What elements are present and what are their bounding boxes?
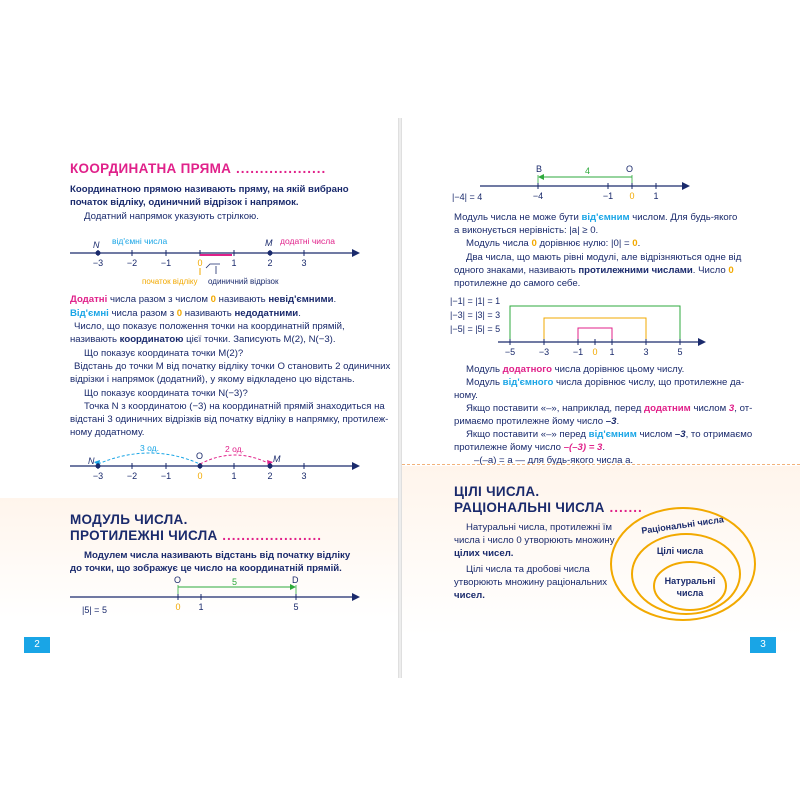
bracket-five <box>510 306 680 342</box>
natural-numbers-label-1: Натуральні <box>664 576 716 586</box>
section-title-coordinate-line: КООРДИНАТНА ПРЯМА ................... <box>70 161 327 176</box>
tick-label: 3 <box>643 347 649 357</box>
point-N-label: N <box>93 240 100 250</box>
unit-segment-label: одиничний відрізок <box>208 277 279 286</box>
opposite-def-line-2: одного знаками, називають протилежними числами. Число 0 <box>454 265 734 276</box>
modulus-nonnegative-line-1: Модуль числа не може бути від'ємним числом. Для будь-якого <box>454 212 738 223</box>
number-line-5 <box>448 292 708 358</box>
integers-def-line-1: Натуральні числа, протилежні їм <box>466 522 613 533</box>
tick-label: 3 <box>301 471 307 481</box>
tick-label: 0 <box>629 191 635 201</box>
tick-label: 3 <box>301 258 307 268</box>
coordinate-def-line-2: називають координатою цієї точки. Записують M(2), N(−3). <box>70 334 336 345</box>
point-O-label-3: O <box>174 575 182 585</box>
minus-negative-line-1: Якщо поставити «–» перед від'ємним числом –3, то отримаємо <box>466 429 753 440</box>
integers-def-line-2: числа і число 0 утворюють множину <box>454 535 615 546</box>
tick-label: 0 <box>197 471 203 481</box>
integers-def-line-3: цілих чисел. <box>454 548 514 559</box>
minus-negative-line-2: протилежне йому число –(–3) = 3. <box>454 442 606 453</box>
distance-label-4: 4 <box>585 166 591 176</box>
tick-label: 1 <box>231 258 237 268</box>
abs-minus-four-label: |−4| = 4 <box>452 192 483 202</box>
modulus-def-line-1: Модулем числа називають відстань від початку відліку <box>84 550 351 561</box>
rationals-def-line-2: утворюють множину раціональних <box>454 577 608 588</box>
positive-numbers-label: додатні числа <box>280 236 335 246</box>
point-O-label: O <box>196 451 204 461</box>
integer-numbers-label: Цілі числа <box>656 546 704 556</box>
point-M-marker <box>268 251 273 256</box>
modulus-negative-rule-line-1: Модуль від'ємного числа дорівнює числу, що протилежне да- <box>466 377 745 388</box>
tick-label: 0 <box>197 258 203 268</box>
tick-label: −5 <box>504 347 516 357</box>
tick-label: −1 <box>160 471 172 481</box>
answer-2-line-1: Точка N з координатою (−3) на координатній прямій знаходиться на <box>84 401 385 412</box>
distance-label-5: 5 <box>232 577 238 587</box>
positive-direction-text: Додатний напрямок указують стрілкою. <box>84 211 259 222</box>
answer-2-line-2: відстані 3 одиничних відрізків від початку відліку в напрямку, протилеж- <box>70 414 389 425</box>
answer-2-line-3: ному додатному. <box>70 427 145 438</box>
point-M-label-2: M <box>273 454 281 464</box>
tick-label: 2 <box>267 258 273 268</box>
definition-line-2: початок відліку, одиничний відрізок і напрямок. <box>70 197 299 208</box>
tick-label: 1 <box>198 602 204 612</box>
arc-left-label: 3 од. <box>140 443 159 453</box>
rational-numbers-label: Раціональні числа <box>640 514 725 536</box>
modulus-def-line-2: до точки, що зображує це число на координатній прямій. <box>70 563 342 574</box>
natural-set-ellipse <box>654 562 726 610</box>
tick-label: −3 <box>92 258 104 268</box>
definition-line-1: Координатною прямою називають пряму, на якій вибрано <box>70 184 349 195</box>
section-title-integers: ЦІЛІ ЧИСЛА. РАЦІОНАЛЬНІ ЧИСЛА ....... <box>454 484 643 515</box>
tick-label: 0 <box>592 347 598 357</box>
tick-label: −3 <box>538 347 550 357</box>
point-M-label: M <box>265 238 273 248</box>
modulus-negative-rule-line-2: ному. <box>454 390 478 401</box>
bracket-three <box>544 318 646 342</box>
point-O-marker <box>198 464 203 469</box>
opposite-def-line-1: Два числа, що мають рівні модулі, але відрізняються одне від <box>466 252 742 263</box>
answer-1-line-2: відрізки і напрямок (додатний), у якому відкладено цю відстань. <box>70 374 355 385</box>
modulus-nonnegative-line-2: а виконується нерівність: |a| ≥ 0. <box>454 225 599 236</box>
tick-label: −3 <box>92 471 104 481</box>
page-number-right: 3 <box>750 637 776 653</box>
rationals-def-line-1: Цілі числа та дробові числа <box>466 564 590 575</box>
question-2: Що показує координата точки N(−3)? <box>84 388 248 399</box>
number-line-2 <box>60 440 360 486</box>
tick-label: −1 <box>160 258 172 268</box>
modulus-zero: Модуль числа 0 дорівнює нулю: |0| = 0. <box>466 238 641 249</box>
modulus-positive-rule: Модуль додатного числа дорівнює цьому числу. <box>466 364 685 375</box>
negative-numbers-label: від'ємні числа <box>112 236 168 246</box>
tick-label: −1 <box>602 191 614 201</box>
opposite-def-line-3: протилежне до самого себе. <box>454 278 581 289</box>
tick-label: 5 <box>293 602 299 612</box>
section-separator <box>402 464 800 465</box>
abs-eq-3: |−5| = |5| = 5 <box>450 324 501 334</box>
coordinate-def-line-1: Число, що показує положення точки на координатній прямій, <box>74 321 345 332</box>
tick-label: −1 <box>572 347 584 357</box>
point-D-label: D <box>292 575 299 585</box>
tick-label: −4 <box>532 191 544 201</box>
origin-label: початок відліку <box>142 277 198 286</box>
answer-1-line-1: Відстань до точки M від початку відліку точки O становить 2 одиничних <box>74 361 391 372</box>
rationals-def-line-3: чисел. <box>454 590 485 601</box>
point-O-label-4: O <box>626 164 634 174</box>
tick-label: −2 <box>126 258 138 268</box>
abs-eq-1: |−1| = |1| = 1 <box>450 296 501 306</box>
point-N-marker-2 <box>96 464 101 469</box>
point-B-label: B <box>536 164 543 174</box>
double-negation-rule: –(–a) = a — для будь-якого числа a. <box>474 455 634 466</box>
paragraph-nonpositive: Від'ємні числа разом з 0 називають недодатними. <box>70 308 301 319</box>
number-line-3 <box>60 574 360 618</box>
abs-eq-2: |−3| = |3| = 3 <box>450 310 501 320</box>
point-N-label-2: N <box>88 456 95 466</box>
minus-positive-line-1: Якщо поставити «–», наприклад, перед додатним числом 3, от- <box>466 403 753 414</box>
tick-label: −2 <box>126 471 138 481</box>
section-title-modulus: МОДУЛЬ ЧИСЛА. ПРОТИЛЕЖНІ ЧИСЛА ..................... <box>70 512 323 543</box>
tick-label: 5 <box>677 347 683 357</box>
page-number-left: 2 <box>24 637 50 653</box>
arc-right-label: 2 од. <box>225 444 244 454</box>
tick-label: 1 <box>653 191 659 201</box>
point-N-marker <box>96 251 101 256</box>
number-line-4 <box>450 160 690 206</box>
question-1: Що показує координата точки M(2)? <box>84 348 244 359</box>
minus-positive-line-2: римаємо протилежне йому число –3. <box>454 416 620 427</box>
natural-numbers-label-2: числа <box>676 588 704 598</box>
paragraph-nonnegative: Додатні числа разом з числом 0 називають невід'ємними. <box>70 294 337 305</box>
point-M-marker-2 <box>268 464 273 469</box>
tick-label: 0 <box>175 602 181 612</box>
abs-five-label: |5| = 5 <box>82 605 107 615</box>
number-sets-venn-diagram <box>608 504 758 624</box>
tick-label: 1 <box>609 347 615 357</box>
tick-label: 2 <box>267 471 273 481</box>
tick-label: 1 <box>231 471 237 481</box>
number-line-1 <box>60 228 360 290</box>
